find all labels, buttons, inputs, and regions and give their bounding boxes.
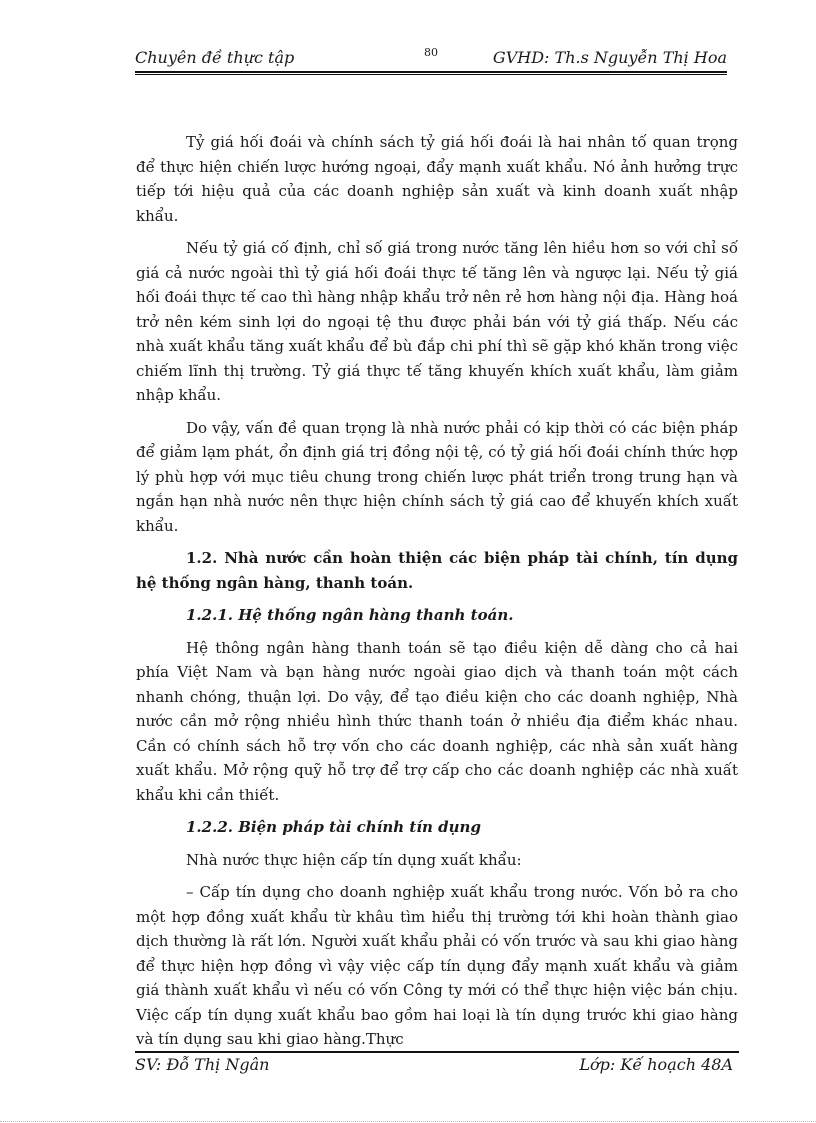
- header-supervisor: GVHD: Th.s Nguyễn Thị Hoa: [492, 48, 727, 67]
- footer-rule: [135, 1051, 739, 1053]
- section-heading-1-2-2: 1.2.2. Biện pháp tài chính tín dụng: [186, 818, 481, 836]
- document-body: [136, 130, 738, 1060]
- header-rule-thin: [135, 74, 727, 75]
- page-footer: [135, 1055, 739, 1077]
- page-break-line: [0, 1121, 816, 1122]
- paragraph-fixed-rate: Nếu tỷ giá cố định, chỉ số giá trong nước tăng lên hiều hơn so với chỉ số giá cả nước ngoài thì tỷ giá hối đoái thực tế tăng lên và ngược lại. Nếu tỷ giá hối đoái thực tế cao thì hàng nhập khẩu trở nên rẻ hơn hàng nội địa. Hàng hoá trở nên kém sinh lợi do ngoại tệ thu được phải bán với tỷ giá thấp. Nếu các nhà xuất khẩu tăng xuất khẩu để bù đắp chi phí thì sẽ gặp khó khăn trong việc chiếm lĩnh thị trường. Tỷ giá thực tế tăng khuyến khích xuất khẩu, làm giảm nhập khẩu.: [136, 239, 738, 404]
- paragraph-credit-intro: Nhà nước thực hiện cấp tín dụng xuất khẩu:: [186, 850, 522, 869]
- page-number: 80: [424, 46, 438, 59]
- footer-student: SV: Đỗ Thị Ngân: [135, 1055, 270, 1074]
- header-rule: [135, 71, 727, 73]
- paragraph-credit-domestic: – Cấp tín dụng cho doanh nghiệp xuất khẩu trong nước. Vốn bỏ ra cho một hợp đồng xuất khẩu từ khâu tìm hiểu thị trường tới khi hoàn thành giao dịch thường là rất lớn. Người xuất khẩu phải có vốn trước và sau khi giao hàng để thực hiện hợp đồng vì vậy việc cấp tín dụng đẩy mạnh xuất khẩu và giảm giá thành xuất khẩu vì nếu có vốn Công ty mới có thể thực hiện việc bán chịu. Việc cấp tín dụng xuất khẩu bao gồm hai loại là tín dụng trước khi giao hàng và tín dụng sau khi giao hàng.Thực: [136, 883, 738, 1048]
- paragraph-state-measures: Do vậy, vấn đề quan trọng là nhà nước phải có kịp thời có các biện pháp để giảm lạm phát, ổn định giá trị đồng nội tệ, có tỷ giá hối đoái chính thức hợp lý phù hợp với mục tiêu chung trong chiến lược phát triển trong trung hạn và ngắn hạn nhà nước nên thực hiện chính sách tỷ giá cao để khuyến khích xuất khẩu.: [136, 418, 738, 535]
- paragraph-banking-system: Hệ thông ngân hàng thanh toán sẽ tạo điều kiện dễ dàng cho cả hai phía Việt Nam và bạn hàng nước ngoài giao dịch và thanh toán một cách nhanh chóng, thuận lợi. Do vậy, để tạo điều kiện cho các doanh nghiệp, Nhà nước cần mở rộng nhiều hình thức thanh toán ở nhiều địa điểm khác nhau. Cần có chính sách hỗ trợ vốn cho các doanh nghiệp, các nhà sản xuất hàng xuất khẩu. Mở rộng quỹ hỗ trợ để trợ cấp cho các doanh nghiệp các nhà xuất khẩu khi cần thiết.: [136, 638, 738, 804]
- page-header: [135, 46, 727, 70]
- section-heading-1-2: 1.2. Nhà nước cần hoàn thiện các biện pháp tài chính, tín dụng hệ thống ngân hàng, thanh toán.: [136, 549, 738, 592]
- paragraph-exchange-rate: Tỷ giá hối đoái và chính sách tỷ giá hối đoái là hai nhân tố quan trọng để thực hiện chiến lược hướng ngoại, đẩy mạnh xuất khẩu. Nó ảnh hưởng trực tiếp tới hiệu quả của các doanh nghiệp sản xuất và kinh doanh xuất nhập khẩu.: [136, 133, 738, 225]
- section-heading-1-2-1: 1.2.1. Hệ thống ngân hàng thanh toán.: [186, 606, 514, 624]
- header-title: Chuyên đề thực tập: [135, 48, 295, 67]
- footer-class: Lớp: Kế hoạch 48A: [579, 1055, 733, 1074]
